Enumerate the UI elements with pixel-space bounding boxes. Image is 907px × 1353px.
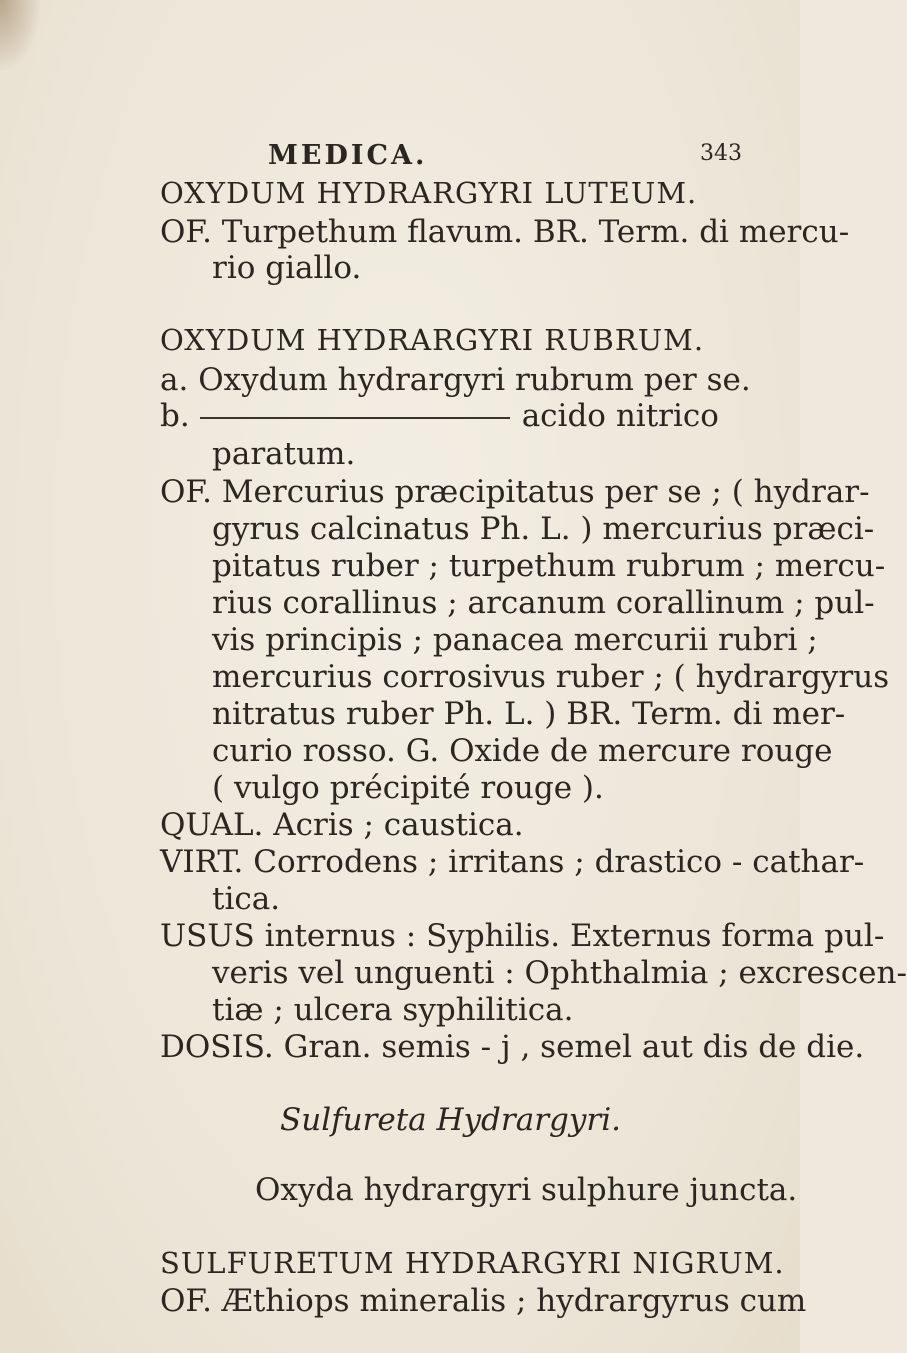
preparation-b-letter: b.	[160, 398, 190, 434]
entry-title-rubrum: OXYDUM HYDRARGYRI RUBRUM.	[160, 323, 705, 357]
synonym-line: nitratus ruber Ph. L. ) BR. Term. di mer-	[212, 696, 846, 732]
preparation-b	[160, 398, 719, 434]
preparation-a: a. Oxydum hydrargyri rubrum per se.	[160, 362, 751, 398]
virtues-cont: tica.	[212, 881, 281, 917]
usage-cont: veris vel unguenti : Ophthalmia ; excrescen-	[212, 955, 907, 991]
entry-title-nigrum: SULFURETUM HYDRARGYRI NIGRUM.	[160, 1246, 785, 1280]
running-title: MEDICA.	[268, 140, 428, 171]
synonym-line: rio giallo.	[212, 250, 362, 286]
dosage: DOSIS. Gran. semis - j , semel aut dis de die.	[160, 1029, 865, 1065]
synonym-line: gyrus calcinatus Ph. L. ) mercurius præci-	[212, 511, 875, 547]
preparation-b-text: acido nitrico	[521, 398, 719, 434]
section-subtitle: Oxyda hydrargyri sulphure juncta.	[255, 1172, 798, 1208]
usage-cont: tiæ ; ulcera syphilitica.	[212, 992, 574, 1028]
virtues: VIRT. Corrodens ; irritans ; drastico - cathar-	[160, 844, 865, 880]
entry-title-luteum: OXYDUM HYDRARGYRI LUTEUM.	[160, 176, 698, 210]
synonym-line: rius corallinus ; arcanum corallinum ; pul-	[212, 585, 875, 621]
section-heading: Sulfureta Hydrargyri.	[280, 1102, 621, 1138]
synonym-line: pitatus ruber ; turpethum rubrum ; mercu-	[212, 548, 886, 584]
synonym-line: vis principis ; panacea mercurii rubri ;	[212, 622, 818, 658]
qualities: QUAL. Acris ; caustica.	[160, 807, 524, 843]
dash-rule	[200, 417, 510, 419]
preparation-b-cont: paratum.	[212, 436, 356, 472]
synonym-line: curio rosso. G. Oxide de mercure rouge	[212, 733, 833, 769]
page-stain	[0, 0, 40, 70]
page-number: 343	[700, 141, 742, 166]
usage: USUS internus : Syphilis. Externus forma pul-	[160, 918, 885, 954]
synonym-line: mercurius corrosivus ruber ; ( hydrargyrus	[212, 659, 890, 695]
synonym-line: OF. Mercurius præcipitatus per se ; ( hydrar-	[160, 474, 870, 510]
synonym-line: ( vulgo précipité rouge ).	[212, 770, 604, 806]
synonym-line: OF. Æthiops mineralis ; hydrargyrus cum	[160, 1283, 807, 1319]
synonym-line: OF. Turpethum flavum. BR. Term. di mercu-	[160, 214, 850, 250]
